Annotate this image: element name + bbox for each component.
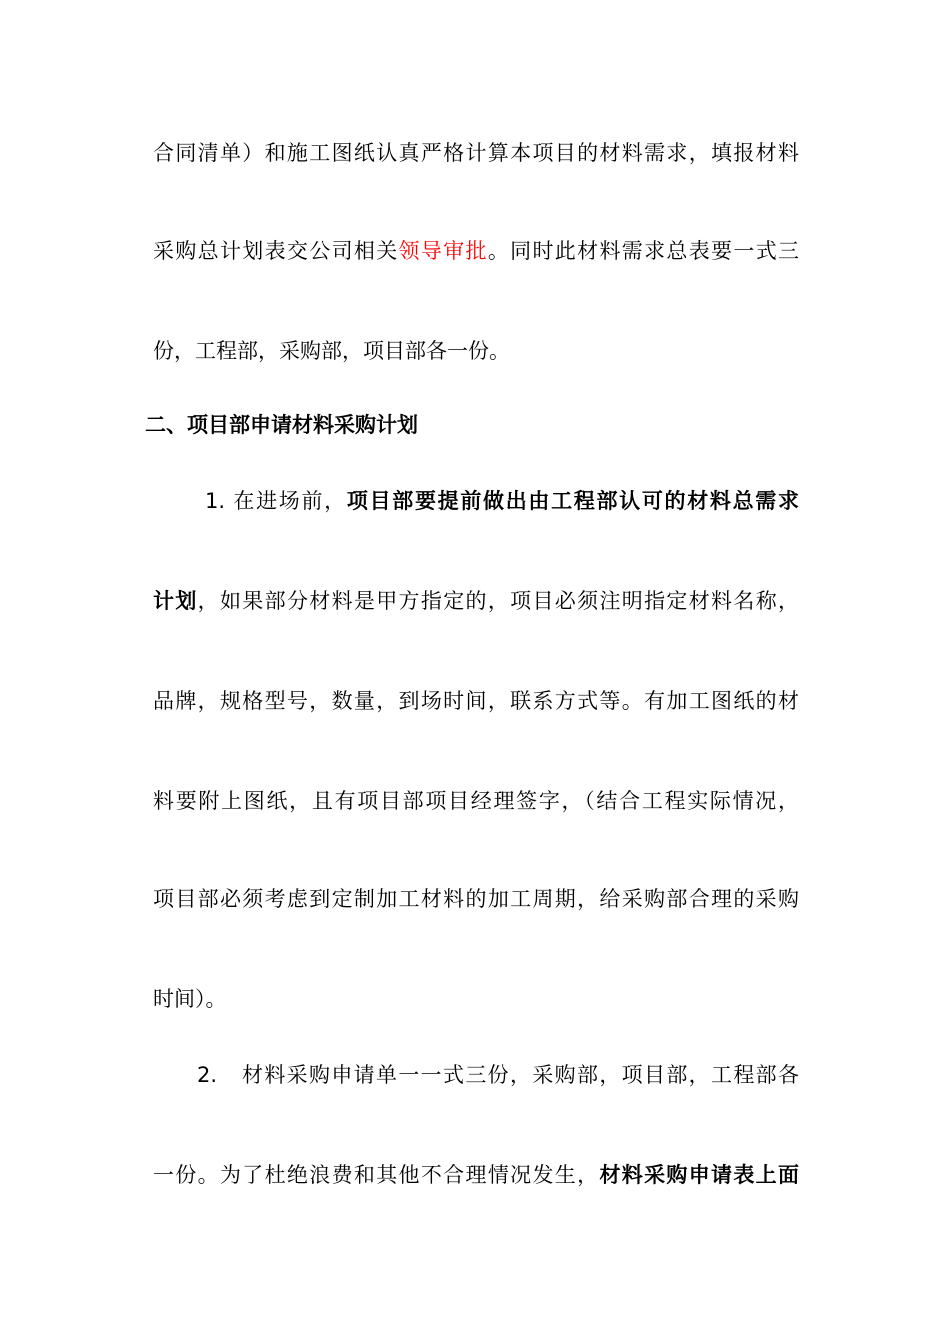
item1-line3: 品牌，规格型号，数量，到场时间，联系方式等。有加工图纸的材 bbox=[153, 689, 799, 713]
item1-line6: 时间）。 bbox=[153, 987, 227, 1011]
item2-line2-bold: 材料采购申请表上面 bbox=[599, 1163, 799, 1187]
item1-lead: 在进场前， bbox=[233, 489, 347, 513]
paragraph1-line2 bbox=[153, 236, 799, 266]
paragraph1-line3: 份，工程部，采购部，项目部各一份。 bbox=[153, 339, 510, 363]
item1-line4: 料要附上图纸，且有项目部项目经理签字，（结合工程实际情况， bbox=[153, 789, 799, 813]
item1-line2-rest: ，如果部分材料是甲方指定的，项目必须注明指定材料名称， bbox=[197, 589, 799, 613]
item1-line5: 项目部必须考虑到定制加工材料的加工周期，给采购部合理的采购 bbox=[153, 887, 799, 911]
item2-line2-text-a: 一份。为了杜绝浪费和其他不合理情况发生， bbox=[153, 1163, 600, 1187]
section2-heading: 二、项目部申请材料采购计划 bbox=[145, 413, 418, 437]
item1-number: 1. bbox=[205, 489, 226, 513]
item2-line2 bbox=[153, 1160, 799, 1190]
item2-line1-text: 材料采购申请单一一式三份，采购部，项目部，工程部各 bbox=[242, 1063, 799, 1087]
item1-bold-a: 项目部要提前做出由工程部认可的材料总需求 bbox=[346, 489, 799, 513]
item2-number: 2. bbox=[197, 1063, 218, 1087]
paragraph1-line2-text-a: 采购总计划表交公司相关 bbox=[153, 239, 399, 263]
item1-line2 bbox=[153, 586, 799, 616]
item1-line1 bbox=[205, 486, 799, 516]
highlight-leader-approval: 领导审批 bbox=[398, 239, 488, 263]
item2-line1 bbox=[197, 1060, 799, 1090]
paragraph1-line1: 合同清单）和施工图纸认真严格计算本项目的材料需求，填报材料 bbox=[153, 141, 799, 165]
item1-bold-b: 计划 bbox=[153, 589, 198, 613]
paragraph1-line2-text-b: 。同时此材料需求总表要一式三 bbox=[487, 239, 799, 263]
